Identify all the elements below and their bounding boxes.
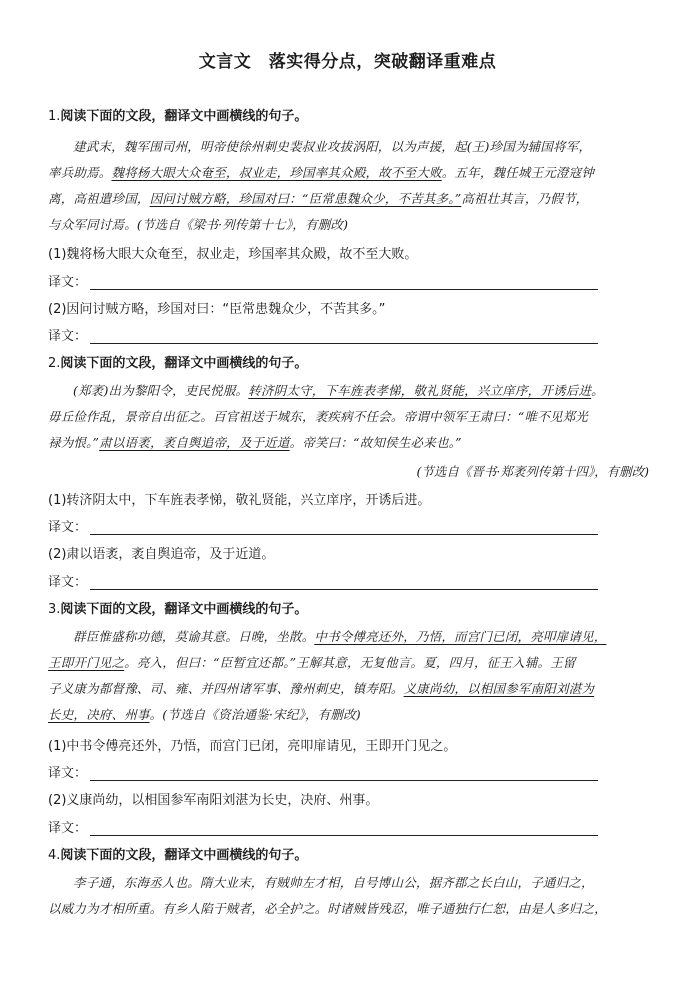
underlined-sentence: 转济阴太守，下车旌表孝悌，敬礼贤能，兴立庠序，开诱后进 bbox=[248, 383, 592, 398]
question-3-prompt bbox=[48, 601, 653, 619]
underlined-sentence: 义康尚幼，以相国参军南阳刘湛为 bbox=[403, 681, 595, 696]
underlined-sentence: 王即开门见之 bbox=[48, 655, 125, 670]
passage-text: 建武末，魏军围司州，明帝使徐州刺史裴叔业攻拔涡阳，以为声援，起(王)珍国为辅国将军， bbox=[73, 139, 592, 154]
question-2-passage bbox=[48, 378, 652, 456]
passage-text: 李子通，东海丞人也。隋大业末，有贼帅左才相，自号博山公，据齐郡之长白山，子通归之， bbox=[73, 875, 594, 890]
question-1-sentence-1: (1)魏将杨大眼大众奄至，叔业走，珍国率其众殿，故不至大败。 bbox=[48, 247, 418, 262]
passage-text: 。五年，魏任城王元澄寇钟 bbox=[441, 165, 595, 180]
passage-line bbox=[48, 650, 652, 676]
question-number: 3. bbox=[48, 602, 61, 617]
passage-text: 与众军同讨焉。(节选自《梁书·列传第十七》，有删改) bbox=[48, 217, 349, 232]
question-number: 4. bbox=[48, 848, 61, 863]
question-2-sentence-2: (2)肃以语袤，袤自舆追帝，及于近道。 bbox=[48, 547, 275, 562]
answer-blank[interactable] bbox=[90, 534, 598, 535]
answer-label: 译文： bbox=[48, 575, 88, 590]
answer-line-2-1[interactable] bbox=[48, 519, 598, 537]
answer-label: 译文： bbox=[48, 766, 88, 781]
underlined-sentence: 魏将杨大眼大众奄至，叔业走，珍国率其众殿，故不至大败 bbox=[111, 165, 442, 180]
passage-line bbox=[48, 160, 652, 186]
passage-text: 群臣惟盛称功德，莫谕其意。日晚，坐散。 bbox=[73, 629, 315, 644]
question-4-passage bbox=[48, 870, 652, 922]
passage-line bbox=[48, 624, 652, 650]
question-text: 阅读下面的文段，翻译文中画横线的句子。 bbox=[60, 356, 308, 371]
passage-line bbox=[48, 896, 652, 922]
question-1-prompt bbox=[48, 108, 653, 126]
answer-blank[interactable] bbox=[90, 589, 598, 590]
question-number: 2. bbox=[48, 356, 61, 371]
passage-line bbox=[48, 430, 652, 456]
passage-line bbox=[48, 676, 652, 702]
question-1-passage bbox=[48, 134, 652, 238]
answer-line-3-1[interactable] bbox=[48, 765, 598, 783]
answer-blank[interactable] bbox=[90, 780, 598, 781]
passage-text: 以威力为才相所重。有乡人陷于贼者，必全护之。时诸贼皆残忍，唯子通独行仁恕，由是人多归之， bbox=[48, 901, 607, 916]
answer-line-1-2[interactable] bbox=[48, 328, 598, 346]
answer-label: 译文： bbox=[48, 520, 88, 535]
question-text: 阅读下面的文段，翻译文中画横线的句子。 bbox=[60, 848, 308, 863]
passage-line bbox=[48, 702, 652, 728]
passage-line bbox=[48, 212, 652, 238]
underlined-sentence: 因问讨贼方略，珍国对曰：“臣常患魏众少，不苦其多。” bbox=[149, 191, 462, 206]
question-4-prompt bbox=[48, 847, 653, 865]
answer-line-1-1[interactable] bbox=[48, 274, 598, 292]
passage-text: 。(节选自《资治通鉴·宋纪》，有删改) bbox=[149, 707, 361, 722]
passage-text: 。帝笑曰：“故知侯生必来也。” bbox=[289, 435, 462, 450]
passage-text: 毋丘俭作乱，景帝自出征之。百官祖送于城东，袤疾病不任会。帝谓中领军王肃曰：“唯不见郑光 bbox=[48, 409, 588, 424]
answer-label: 译文： bbox=[48, 821, 88, 836]
passage-line bbox=[48, 378, 652, 404]
underlined-sentence: 中书令傅亮还外，乃悟，而宫门已闭，亮叩扉请见， bbox=[314, 629, 607, 644]
passage-text: 离，高祖遣珍国， bbox=[48, 191, 150, 206]
answer-line-3-2[interactable] bbox=[48, 820, 598, 838]
passage-text: 高祖壮其言，乃假节， bbox=[461, 191, 589, 206]
question-2-prompt bbox=[48, 355, 653, 373]
answer-line-2-2[interactable] bbox=[48, 574, 598, 592]
passage-text: (郑袤)出为黎阳令，吏民悦服。 bbox=[73, 383, 249, 398]
passage-line bbox=[48, 134, 652, 160]
passage-text: 。 bbox=[591, 383, 604, 398]
answer-label: 译文： bbox=[48, 329, 88, 344]
passage-line bbox=[48, 186, 652, 212]
question-3-sentence-2: (2)义康尚幼，以相国参军南阳刘湛为长史，决府、州事。 bbox=[48, 793, 379, 808]
question-number: 1. bbox=[48, 109, 61, 124]
question-3-passage bbox=[48, 624, 652, 728]
question-3-sentence-1: (1)中书令傅亮还外，乃悟，而宫门已闭，亮叩扉请见，王即开门见之。 bbox=[48, 739, 457, 754]
question-text: 阅读下面的文段，翻译文中画横线的句子。 bbox=[60, 602, 308, 617]
question-1-sentence-2: (2)因问讨贼方略，珍国对曰：“臣常患魏众少，不苦其多。” bbox=[48, 302, 386, 317]
question-2-source: (节选自《晋书·郑袤列传第十四》，有删改) bbox=[416, 464, 649, 479]
question-2-sentence-1: (1)转济阴太中，下车旌表孝悌，敬礼贤能，兴立庠序，开诱后进。 bbox=[48, 493, 431, 508]
passage-line bbox=[48, 870, 652, 896]
answer-blank[interactable] bbox=[90, 835, 598, 836]
answer-blank[interactable] bbox=[90, 343, 598, 344]
underlined-sentence: 长史，决府、州事 bbox=[48, 707, 150, 722]
passage-line bbox=[48, 404, 652, 430]
passage-text: 禄为恨。” bbox=[48, 435, 100, 450]
passage-text: 。亮入，但曰：“臣暂宜还都。”王解其意，无复他言。夏，四月，征王入辅。王留 bbox=[124, 655, 576, 670]
answer-label: 译文： bbox=[48, 275, 88, 290]
question-text: 阅读下面的文段，翻译文中画横线的句子。 bbox=[60, 109, 308, 124]
page-title: 文言文 落实得分点，突破翻译重难点 bbox=[198, 52, 497, 72]
answer-blank[interactable] bbox=[90, 289, 598, 290]
underlined-sentence: 肃以语袤，袤自舆追帝，及于近道 bbox=[99, 435, 290, 450]
passage-text: 率兵助焉。 bbox=[48, 165, 112, 180]
passage-text: 子义康为都督豫、司、雍、并四州诸军事、豫州刺史，镇寿阳。 bbox=[48, 681, 404, 696]
